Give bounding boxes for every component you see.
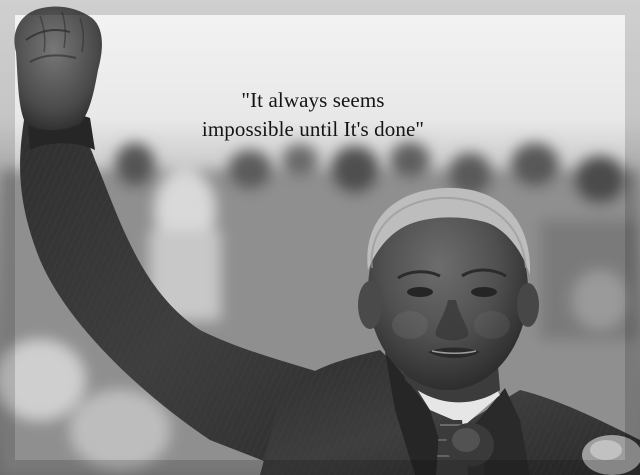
quote-line-1: "It always seems — [241, 88, 385, 112]
right-eye — [471, 287, 497, 297]
right-ear — [517, 283, 539, 327]
quote-line-2: impossible until It's done" — [201, 117, 425, 141]
left-eye — [407, 287, 433, 297]
quote-caption — [148, 86, 478, 144]
left-ear — [358, 281, 382, 329]
